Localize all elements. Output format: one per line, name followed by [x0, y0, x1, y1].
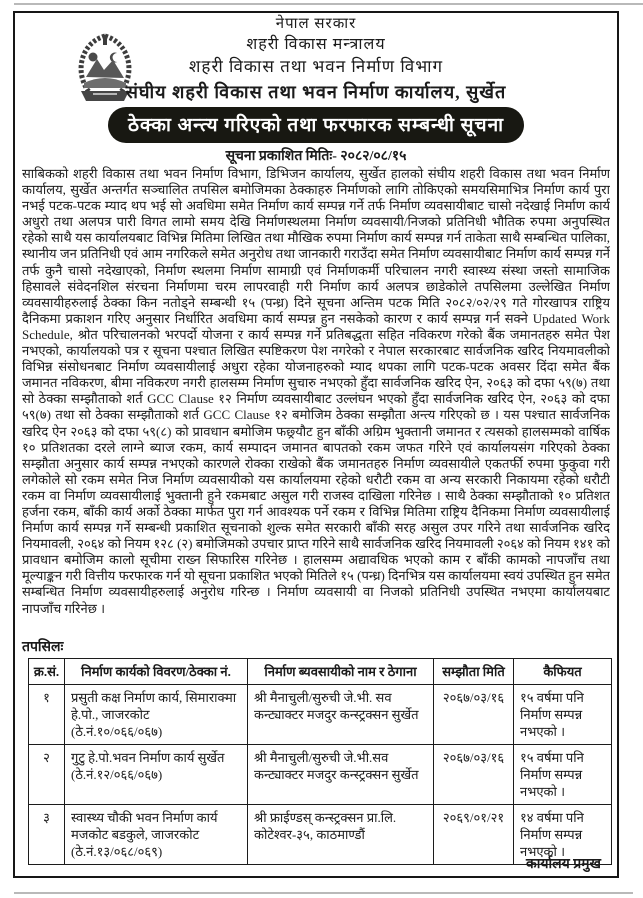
cell-remarks: १४ वर्षमा पनि निर्माण सम्पन्न नभएको । [514, 805, 612, 865]
notice-title-banner: ठेक्का अन्त्य गरिएको तथा फरफारक सम्बन्धी सूचना [108, 107, 524, 143]
cell-contractor-name: श्री फ्राईण्डस् कन्स्ट्रक्सन प्रा.लि. कोटेश्वर-३५, काठमाण्डौं [248, 805, 434, 865]
scan-edge-line-top [14, 3, 643, 5]
cell-remarks: १५ वर्षमा पनि निर्माण सम्पन्न नभएको । [514, 745, 612, 805]
office-name: संघीय शहरी विकास तथा भवन निर्माण कार्यालय, सुर्खेत [125, 81, 507, 102]
table-row [29, 745, 612, 805]
tapasil-label: तपसिलः [22, 640, 64, 655]
table-row [29, 685, 612, 745]
table-header-row [29, 659, 612, 685]
cell-agreement-date: २०६७/०३/१६ [434, 745, 514, 805]
header-remarks: कैफियत [514, 659, 612, 685]
header-contractor-name: निर्माण ब्यवसायीको नाम र ठेगाना [248, 659, 434, 685]
office-chief-signature: कार्यालय प्रमुख [525, 857, 601, 872]
cell-agreement-date: २०६९/०१/२१ [434, 805, 514, 865]
contract-details-table [28, 658, 612, 865]
header-work-description: निर्माण कार्यको विवरण/ठेक्का नं. [65, 659, 248, 685]
notice-title-wrap [15, 107, 617, 143]
cell-work-description: प्रसुती कक्ष निर्माण कार्य, सिमाराक्मा हे.पो., जाजरकोट (ठे.नं.१०/०६६/०६७) [65, 685, 248, 745]
cell-serial-number: ३ [29, 805, 65, 865]
cell-serial-number: १ [29, 685, 65, 745]
cell-contractor-name: श्री मैनाचुली/सुरुची जे.भी. सव कन्ट्याक्टर मजदुर कन्स्ट्रक्सन सुर्खेत [248, 685, 434, 745]
table-row [29, 805, 612, 865]
published-date-line: सूचना प्रकाशित मितिः- २०८२/०८/१५ [225, 149, 407, 164]
ministry-name: शहरी विकास मन्त्रालय [246, 36, 386, 54]
cell-work-description: स्वास्थ्य चौकी भवन निर्माण कार्य मजकोट बडकुले, जाजरकोट (ठे.नं.१३/०६८/०६९) [65, 805, 248, 865]
cell-work-description: गुटु हे.पो.भवन निर्माण कार्य सुर्खेत (ठे.नं.१२/०६६/०६७) [65, 745, 248, 805]
government-name: नेपाल सरकार [275, 16, 357, 32]
header-serial-number: क्र.सं. [29, 659, 65, 685]
cell-agreement-date: २०६७/०३/१६ [434, 685, 514, 745]
letterhead [15, 14, 617, 104]
document-border-frame [13, 11, 619, 878]
scan-edge-line-bottom [14, 892, 633, 894]
notice-body-paragraph: साबिकको शहरी विकास तथा भवन निर्माण विभाग, डिभिजन कार्यालय, सुर्खेत हालको संघीय शहरी विकास तथा भवन निर्माण कार्यालय, सुर्खेत अन्तर्गत सञ्चालित तपसिल बमोजिमका ठेक्काहरु निर्माणको लागि तोकिएको समयसिमाभित्र निर्माण कार्य पुरा नभई पटक-पटक म्याद थप भई सो अवधिमा समेत निर्माण कार्य सम्पन्न गर्ने तर्फ निर्माण व्यवसायीबाट चासो नदेखाई निर्माण कार्य अधुरो तथा अलपत्र पारी विगत लामो समय देखि निर्माणस्थलमा निर्माण व्यवसायी/निजको प्रतिनिधी भौतिक रुपमा अनुपस्थित रहेको साथै यस कार्यालयबाट विभिन्न मितिमा लिखित तथा मौखिक रुपमा निर्माण कार्य सम्पन्न गर्न ताकेता साथै सम्बन्धित पालिका, स्थानीय जन प्रतिनिधी एवं आम नगरिकले समेत अनुरोध तथा जानकारी गराउँदा समेत निर्माण व्यवसायीबाट निर्माण कार्य सम्पन्न गर्ने तर्फ कुनै चासो नदेखाएको, निर्माण स्थलमा निर्माण सामाग्री एवं निर्माणकर्मी परिचालन नगरी स्वास्थ्य संस्था जस्तो सामाजिक हिसावले संवेदनशिल संरचना निर्माणमा चरम लापरवाही गरी निर्माण कार्य अलपत्र छाडेकोले तपसिलमा उल्लेखित निर्माण व्यवसायीहरुलाई ठेक्का किन नतोड्ने सम्बन्धी १५ (पन्ध्र) दिने सूचना अन्तिम पटक मिति २०८२/०२/२९ गते गोरखापत्र राष्ट्रिय दैनिकमा प्रकाशन गरिए अनुसार निर्धारित अवधिमा कार्य सम्पन्न हुन नसकेको कारण र कार्य सम्पन्न गर्न सक्ने Updated Work Schedule, श्रोत परिचालनको भरपर्दो योजना र कार्य सम्पन्न गर्ने प्रतिबद्धता सहित नविकरण गरेको बैंक जमानतहरु समेत पेश नभएको, कार्यालयको पत्र र सूचना पश्चात लिखित स्पष्टिकरण पेश नगरेको र नेपाल सरकारबाट सार्वजनिक खरिद नियमावलीको विभिन्न संसोधनबाट निर्माण व्यवसायीलाई अधुरा रहेका योजनाहरुको म्याद थपका लागि पटक-पटक अवसर दिंदा समेत बैंक जमानत नविकरण, बीमा नविकरण नगरी हालसम्म निर्माण सुचारु नभएको हुँदा सार्वजनिक खरिद ऐन, २०६३ को दफा ५९(७) तथा सो ठेक्का सम्झौताको शर्त GCC Clause १२ निर्माण व्यवसायीबाट उल्लंघन भएको हुँदा सार्वजनिक खरिद ऐन, २०६३ को दफा ५९(७) तथा सो ठेक्का सम्झौताको शर्त GCC Clause १२ बमोजिम ठेक्का सम्झौता अन्त्य गरिएको छ । यस पश्चात सार्वजनिक खरिद ऐन २०६३ को दफा ५९(८) को प्रावधान बमोजिम फछ्र्यौट हुन बाँकी अग्रिम भुक्तानी जमानत र त्यसको हालसम्मको वार्षिक १० प्रतिशतका दरले लाग्ने ब्याज रकम, कार्य सम्पादन जमानत बापतको रकम जफत गरिने एवं कार्यालयसंग गरिएको ठेक्का सम्झौता अनुसार कार्य सम्पन्न नभएको कारणले रोक्का राखेको बैंक जमानतहरु निर्माण व्यवसायीले एकतर्फी रुपमा फुकुवा गरी लगेकोले सो रकम समेत निज निर्माण व्यवसायीको यस कार्यालयमा रहेको धरौटी रकम वा अन्य सरकारी निकायमा रहेको धरौटी रकम वा निर्माण व्यवसायीलाई भुक्तानी हुने रकमबाट असुल गरी राजस्व दाखिला गरिनेछ । साथै ठेक्का सम्झौताको १० प्रतिशत हर्जना रकम, बाँकी कार्य अर्को ठेक्का मार्फत पुरा गर्न आवश्यक पर्ने रकम र विभिन्न मितिमा राष्ट्रिय दैनिकमा निर्माण व्यवसायीलाई निर्माण कार्य सम्पन्न गर्ने सम्बन्धी प्रकाशित सूचनाको शुल्क समेत सरकारी बाँकी सरह असुल उपर गरिने तथा सार्वजनिक खरिद नियमावली, २०६४ को नियम १२८ (२) बमोजिमको उपचार प्राप्त गरिने साथै सार्वजनिक खरिद नियमावली २०६४ को नियम १४१ को प्रावधान बमोजिम कालो सूचीमा राख्न सिफारिस गरिनेछ । हालसम्म अद्यावधिक भएको काम र बाँकी कामको नापजाँच तथा मूल्याङ्कन गरी वित्तीय फरफारक गर्न यो सूचना प्रकाशित भएको मितिले १५ (पन्ध्र) दिनभित्र यस कार्यालयमा स्वयं उपस्थित हुन समेत सम्बन्धित निर्माण व्यवसायीहरुलाई अनुरोध गरिन्छ । निर्माण व्यवसायी वा निजको प्रतिनिधी उपस्थित नभएमा कार्यालयबाट नापजाँच गरिनेछ । [22, 166, 610, 616]
cell-serial-number: २ [29, 745, 65, 805]
department-name: शहरी विकास तथा भवन निर्माण विभाग [188, 56, 444, 76]
cell-contractor-name: श्री मैनाचुली/सुरुची जे.भी.सव कन्ट्याक्टर मजदुर कन्स्ट्रक्सन सुर्खेत [248, 745, 434, 805]
cell-remarks: १५ वर्षमा पनि निर्माण सम्पन्न नभएको । [514, 685, 612, 745]
header-agreement-date: सम्झौता मिति [434, 659, 514, 685]
